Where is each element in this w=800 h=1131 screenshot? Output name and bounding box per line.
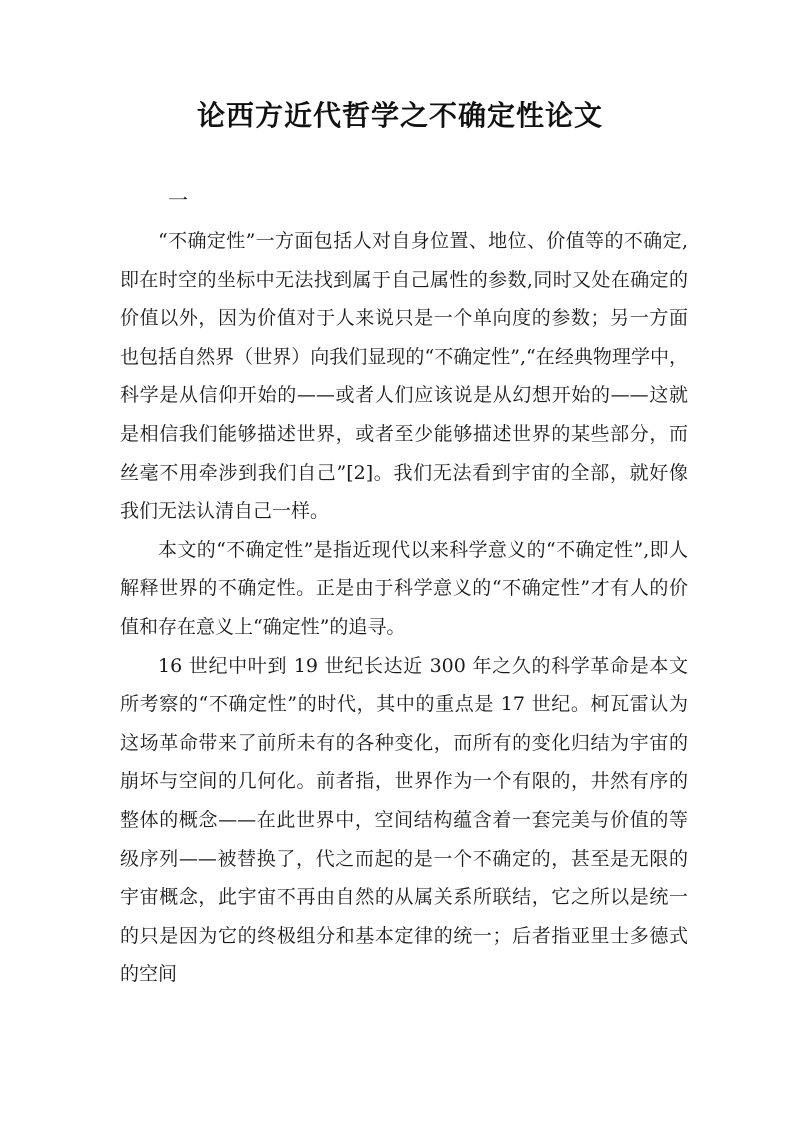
paragraph-3: 16 世纪中叶到 19 世纪长达近 300 年之久的科学革命是本文所考察的“不确定性”的时代，其中的重点是 17 世纪。柯瓦雷认为这场革命带来了前所未有的各种变化，而所有的变化归结为宇宙的崩坏与空间的几何化。前者指，世界作为一个有限的，井然有序的整体的概念——在此世界中，空间结构蕴含着一套完美与价值的等级序列——被替换了，代之而起的是一个不确定的，甚至是无限的宇宙概念，此宇宙不再由自然的从属关系所联结，它之所以是统一的只是因为它的终极组分和基本定律的统一；后者指亚里士多德式的空间 <box>120 654 688 986</box>
document-body <box>120 222 688 994</box>
paragraph-1: “不确定性”一方面包括人对自身位置、地位、价值等的不确定,即在时空的坐标中无法找到属于自己属性的参数,同时又处在确定的价值以外，因为价值对于人来说只是一个单向度的参数；另一方面也包括自然界（世界）向我们显现的“不确定性”,“在经典物理学中，科学是从信仰开始的——或者人们应该说是从幻想开始的——这就是相信我们能够描述世界，或者至少能够描述世界的某些部分，而丝毫不用牵涉到我们自己”[2]。我们无法看到宇宙的全部，就好像我们无法认清自己一样。 <box>120 230 688 523</box>
section-number: 一 <box>168 188 188 212</box>
document-title: 论西方近代哲学之不确定性论文 <box>196 99 603 132</box>
paragraph-2: 本文的“不确定性”是指近现代以来科学意义的“不确定性”,即人解释世界的不确定性。正是由于科学意义的“不确定性”才有人的价值和存在意义上“确定性”的追寻。 <box>120 538 688 638</box>
